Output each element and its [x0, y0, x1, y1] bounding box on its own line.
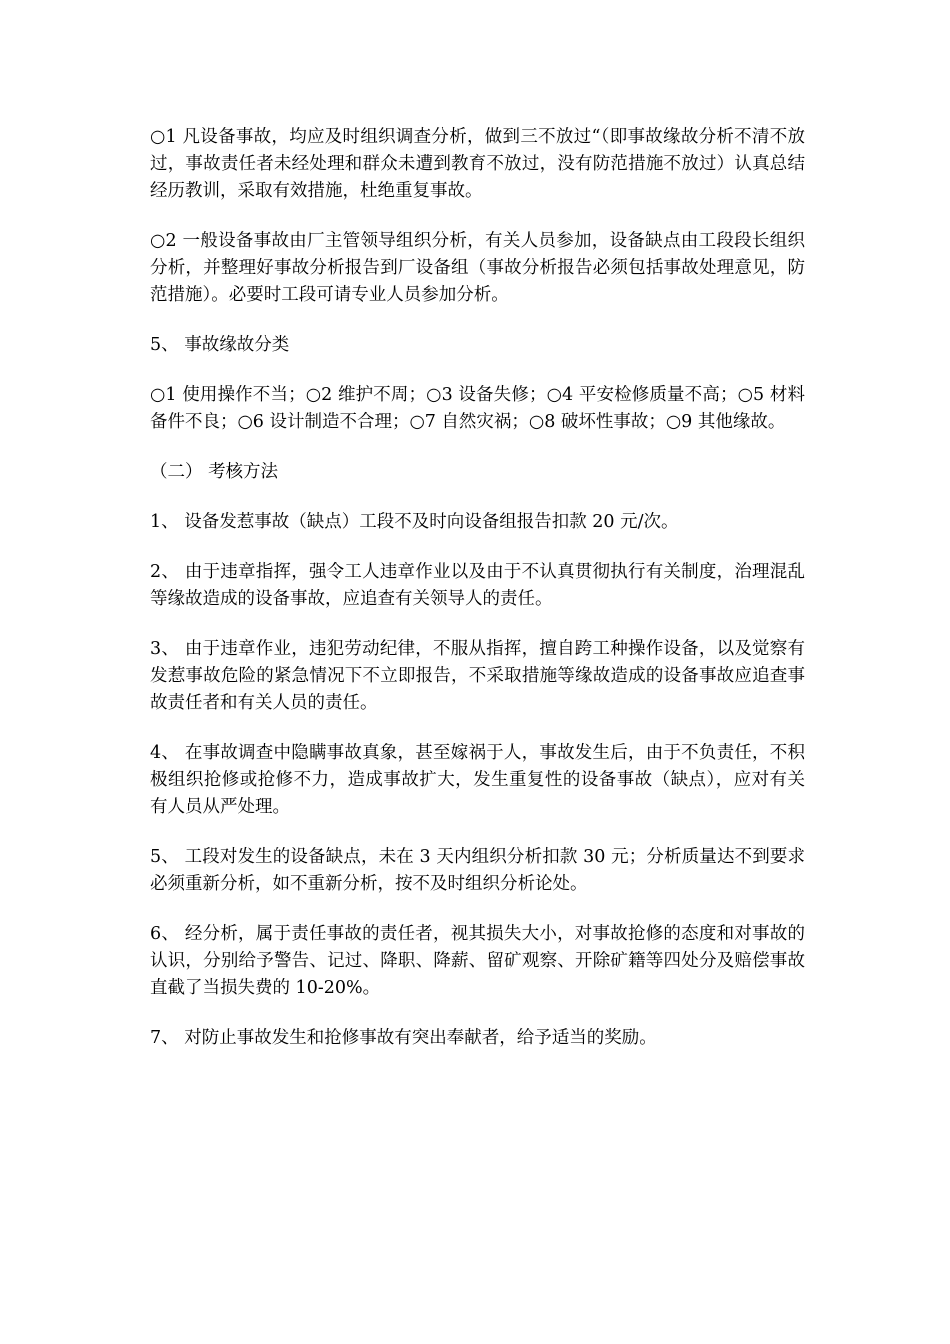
list-item-assessment-2: 2、 由于违章指挥，强令工人违章作业以及由于不认真贯彻执行有关制度，治理混乱等缘故造成的设备事故，应追查有关领导人的责任。 [150, 562, 805, 609]
paragraph-general-accident-analysis: ○2 一般设备事故由厂主管领导组织分析，有关人员参加，设备缺点由工段段长组织分析，并整理好事故分析报告到厂设备组（事故分析报告必须包括事故处理意见，防范措施）。必要时工段可请专业人员参加分析。 [150, 231, 805, 305]
list-item-assessment-4: 4、 在事故调查中隐瞒事故真象，甚至嫁祸于人，事故发生后，由于不负责任，不积极组织抢修或抢修不力，造成事故扩大，发生重复性的设备事故（缺点），应对有关有人员从严处理。 [150, 743, 805, 817]
paragraph-accident-analysis-principle: ○1 凡设备事故，均应及时组织调查分析，做到三不放过“（即事故缘故分析不清不放过，事故责任者未经处理和群众未遭到教育不放过，没有防范措施不放过）认真总结经历教训，采取有效措施，杜绝重复事故。 [150, 127, 805, 201]
list-item-assessment-6: 6、 经分析，属于责任事故的责任者，视其损失大小，对事故抢修的态度和对事故的认识，分别给予警告、记过、降职、降薪、留矿观察、开除矿籍等四处分及赔偿事故直截了当损失费的 10-20%。 [150, 924, 805, 998]
document-body [150, 124, 805, 1075]
section-heading-accident-causes: 5、 事故缘故分类 [150, 335, 290, 355]
paragraph-accident-cause-list: ○1 使用操作不当；○2 维护不周；○3 设备失修；○4 平安检修质量不高；○5 材料备件不良；○6 设计制造不合理；○7 自然灾祸；○8 破坏性事故；○9 其他缘故。 [150, 385, 805, 432]
list-item-assessment-7: 7、 对防止事故发生和抢修事故有突出奉献者，给予适当的奖励。 [150, 1028, 657, 1048]
list-item-assessment-3: 3、 由于违章作业，违犯劳动纪律，不服从指挥，擅自跨工种操作设备，以及觉察有发惹事故危险的紧急情况下不立即报告，不采取措施等缘故造成的设备事故应追查事故责任者和有关人员的责任。 [150, 639, 805, 713]
section-heading-assessment-methods: （二） 考核方法 [150, 462, 279, 482]
list-item-assessment-5: 5、 工段对发生的设备缺点，未在 3 天内组织分析扣款 30 元；分析质量达不到要求必须重新分析，如不重新分析，按不及时组织分析论处。 [150, 847, 805, 894]
list-item-assessment-1: 1、 设备发惹事故（缺点）工段不及时向设备组报告扣款 20 元/次。 [150, 512, 679, 532]
